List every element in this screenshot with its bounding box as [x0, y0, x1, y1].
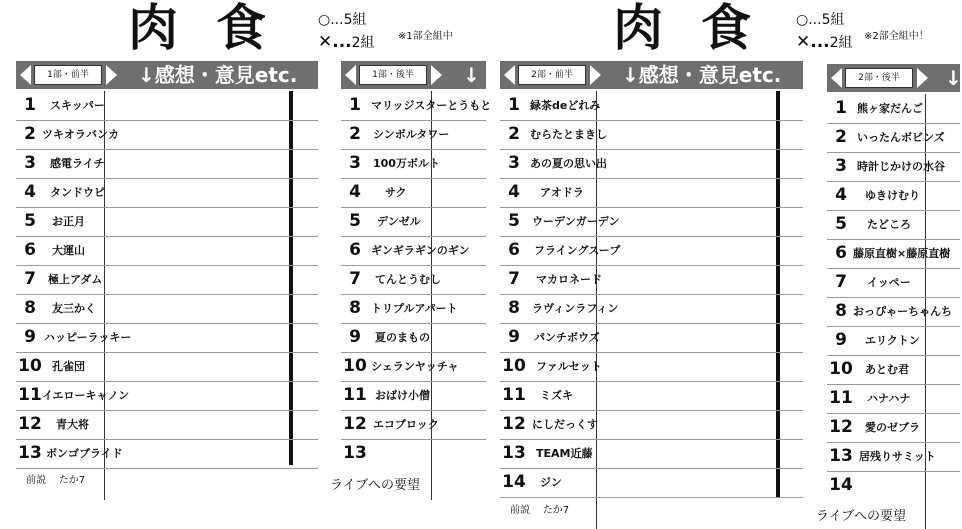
list-item: 8 おっぴゃーちゃんち [827, 297, 960, 327]
circle-count: 5組 [821, 12, 845, 28]
list-item: 13 TEAM近藤 [500, 439, 803, 469]
list-item: 1 スキッパー [16, 91, 318, 121]
list-item: 2 むらたとまきし [500, 120, 803, 150]
section-title: 肉食 [128, 0, 304, 57]
opening-act: 前説 たか7 [26, 475, 86, 486]
list-item: 3 時計じかけの水谷 [827, 152, 960, 182]
cross-count: 2組 [351, 35, 375, 51]
result-legend [796, 9, 853, 54]
list-item: 8 ラヴィンラフィン [500, 294, 803, 324]
part-label: 2部・後半 [845, 68, 913, 88]
list-item: 6 大運山 [16, 236, 318, 266]
header-text: ↓感想・意見etc. [622, 63, 782, 87]
list-item: 14 [829, 475, 853, 495]
arrow-right-icon[interactable] [917, 68, 928, 88]
rank-list [500, 91, 803, 529]
list-item: 4 タンドウビ [16, 178, 318, 208]
list-item: 6 ギンギラギンのギン [341, 236, 486, 266]
list-item: 11 おばけ小僧 [341, 381, 486, 411]
list-item: 1 マリッジスターとうもと [341, 91, 486, 121]
rank-list [16, 91, 318, 500]
rank-list [341, 91, 492, 500]
arrow-left-icon[interactable] [20, 65, 31, 85]
list-item: 6 藤原直樹×藤原直樹 [827, 239, 960, 269]
note: ※2部全組中！ [864, 31, 929, 42]
header-bar [341, 61, 486, 89]
list-item: 10 ファルセット [500, 352, 803, 382]
arrow-right-icon[interactable] [590, 65, 601, 85]
list-item: 14 ジン [500, 468, 803, 498]
list-item: 1 熊ヶ家だんご [827, 94, 960, 124]
list-item: 3 感電ライチ [16, 149, 318, 179]
cross-icon: ✕... [318, 32, 352, 52]
part-label: 1部・前半 [34, 65, 102, 85]
list-item: 8 トリプルアパート [341, 294, 486, 324]
list-item: 11 イエローキャノン [16, 381, 318, 411]
list-item: 10 孔雀団 [16, 352, 318, 382]
result-legend [318, 9, 375, 54]
note: ※1部全組中 [398, 31, 453, 42]
circle-count: 5組 [343, 12, 367, 28]
list-item: 12 エコブロック [341, 410, 486, 440]
header-text: ↓ [945, 66, 962, 90]
cross-icon: ✕... [796, 32, 830, 52]
list-item: 5 お正月 [16, 207, 318, 237]
header-text: ↓ [463, 63, 480, 87]
live-request-label: ライブへの要望 [816, 509, 906, 524]
arrow-right-icon[interactable] [106, 65, 117, 85]
list-item: 11 ミズキ [500, 381, 803, 411]
list-item: 7 イッペー [827, 268, 960, 298]
list-item: 7 てんとうむし [341, 265, 486, 295]
list-item: 1 緑茶deどれみ [500, 91, 803, 121]
list-item: 10 シェランヤッチャ [341, 352, 486, 382]
list-item: 5 たどころ [827, 210, 960, 240]
list-item: 6 フライングスープ [500, 236, 803, 266]
part-label: 1部・後半 [359, 65, 427, 85]
list-item: 2 シンボルタワー [341, 120, 486, 150]
list-item: 4 ゆきけむり [827, 181, 960, 211]
circle-icon: ○... [796, 12, 822, 28]
list-item: 3 あの夏の思い出 [500, 149, 803, 179]
list-item: 2 いったんボビンズ [827, 123, 960, 153]
list-item: 4 サク [341, 178, 486, 208]
opening-act: 前説 たか7 [510, 505, 570, 516]
arrow-left-icon[interactable] [345, 65, 356, 85]
header-bar [16, 61, 318, 89]
list-item: 7 マカロネード [500, 265, 803, 295]
header-bar [827, 64, 960, 92]
list-item: 7 極上アダム [16, 265, 318, 295]
list-item: 3 100万ボルト [341, 149, 486, 179]
rank-list [827, 94, 960, 529]
list-item: 8 友三かく [16, 294, 318, 324]
list-item: 13 居残りサミット [827, 442, 960, 472]
list-item: 11 ハナハナ [827, 384, 960, 414]
list-item: 5 ウーデンガーデン [500, 207, 803, 237]
list-item: 10 あとむ君 [827, 355, 960, 385]
section-title: 肉食 [613, 0, 789, 57]
list-item: 9 ハッピーラッキー [16, 323, 318, 353]
arrow-right-icon[interactable] [431, 65, 442, 85]
cross-count: 2組 [829, 35, 853, 51]
list-item: 9 夏のまもの [341, 323, 486, 353]
list-item: 12 愛のゼブラ [827, 413, 960, 443]
live-request-label: ライブへの要望 [330, 478, 420, 493]
header-bar [500, 61, 803, 89]
list-item: 13 [343, 443, 367, 463]
list-item: 13 ボンゴブライド [16, 439, 318, 469]
list-item: 12 青大将 [16, 410, 318, 440]
arrow-left-icon[interactable] [831, 68, 842, 88]
list-item: 4 アオドラ [500, 178, 803, 208]
arrow-left-icon[interactable] [504, 65, 515, 85]
part-label: 2部・前半 [518, 65, 586, 85]
header-text: ↓感想・意見etc. [138, 63, 298, 87]
list-item: 5 デンゼル [341, 207, 486, 237]
list-item: 9 エリクトン [827, 326, 960, 356]
list-item: 9 パンチボウズ [500, 323, 803, 353]
circle-icon: ○... [318, 12, 344, 28]
list-item: 2 ツキオラバンカ [16, 120, 318, 150]
list-item: 12 にしだっくす [500, 410, 803, 440]
